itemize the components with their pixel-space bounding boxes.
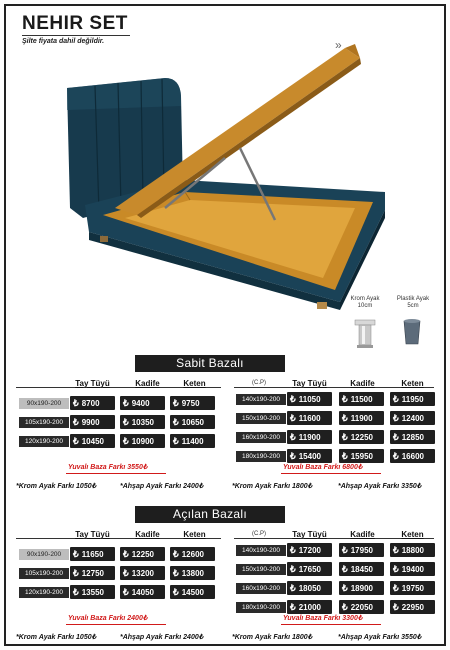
price-value: 14500 bbox=[181, 588, 204, 597]
price-value: 17200 bbox=[298, 546, 321, 555]
plastic-leg-label: Plastik Ayak 5cm bbox=[396, 296, 430, 309]
lira-icon: ₺ bbox=[342, 394, 348, 404]
cp-note: (C.P) bbox=[252, 531, 266, 537]
price-cell bbox=[390, 581, 435, 595]
size-label: 105x190-200 bbox=[19, 568, 69, 579]
lira-icon: ₺ bbox=[73, 587, 79, 597]
price-cell bbox=[170, 566, 215, 580]
price-value: 10350 bbox=[131, 418, 154, 427]
column-header-right: Tay Tüyü bbox=[292, 530, 327, 539]
column-header-right: Keten bbox=[401, 379, 424, 388]
price-cell bbox=[170, 434, 215, 448]
price-cell bbox=[120, 566, 165, 580]
price-value: 16600 bbox=[401, 452, 424, 461]
leg-surcharge-note: *Krom Ayak Farkı 1800₺ bbox=[232, 483, 313, 490]
price-value: 11500 bbox=[350, 395, 373, 404]
column-header-right: Kadife bbox=[350, 530, 375, 539]
column-header-right: Tay Tüyü bbox=[292, 379, 327, 388]
size-label: 140x190-200 bbox=[236, 545, 286, 556]
lira-icon: ₺ bbox=[123, 417, 129, 427]
lira-icon: ₺ bbox=[123, 549, 129, 559]
column-header-right: Kadife bbox=[350, 379, 375, 388]
lira-icon: ₺ bbox=[342, 583, 348, 593]
price-value: 12250 bbox=[131, 550, 154, 559]
lira-icon: ₺ bbox=[73, 417, 79, 427]
price-value: 10650 bbox=[181, 418, 204, 427]
price-value: 11600 bbox=[298, 414, 321, 423]
subtitle: Şilte fiyata dahil değildir. bbox=[22, 38, 105, 45]
lira-icon: ₺ bbox=[342, 564, 348, 574]
lira-icon: ₺ bbox=[123, 568, 129, 578]
lira-icon: ₺ bbox=[123, 587, 129, 597]
column-header-right: Keten bbox=[401, 530, 424, 539]
lira-icon: ₺ bbox=[173, 549, 179, 559]
price-cell bbox=[120, 434, 165, 448]
leg-surcharge-note: *Krom Ayak Farkı 1050₺ bbox=[16, 483, 97, 490]
lira-icon: ₺ bbox=[342, 602, 348, 612]
price-cell bbox=[339, 411, 384, 425]
price-value: 18900 bbox=[350, 584, 373, 593]
price-cell bbox=[339, 600, 384, 614]
lira-icon: ₺ bbox=[342, 545, 348, 555]
price-value: 12400 bbox=[401, 414, 424, 423]
price-cell bbox=[120, 585, 165, 599]
price-cell bbox=[120, 415, 165, 429]
size-label: 105x190-200 bbox=[19, 417, 69, 428]
price-value: 12600 bbox=[181, 550, 204, 559]
price-cell bbox=[339, 449, 384, 463]
price-cell bbox=[70, 415, 115, 429]
lira-icon: ₺ bbox=[290, 432, 296, 442]
page-title: NEHIR SET bbox=[22, 13, 128, 34]
lira-icon: ₺ bbox=[393, 564, 399, 574]
lira-icon: ₺ bbox=[123, 398, 129, 408]
price-value: 9900 bbox=[81, 418, 100, 427]
lira-icon: ₺ bbox=[393, 432, 399, 442]
lira-icon: ₺ bbox=[393, 602, 399, 612]
chrome-leg-label: Krom Ayak 10cm bbox=[350, 296, 380, 309]
price-cell bbox=[390, 430, 435, 444]
price-value: 21000 bbox=[298, 603, 321, 612]
price-value: 13800 bbox=[181, 569, 204, 578]
price-value: 11050 bbox=[298, 395, 321, 404]
price-cell bbox=[70, 396, 115, 410]
price-value: 12250 bbox=[350, 433, 373, 442]
lira-icon: ₺ bbox=[73, 568, 79, 578]
price-value: 11650 bbox=[81, 550, 104, 559]
leg-surcharge-note: *Ahşap Ayak Farkı 3350₺ bbox=[338, 483, 422, 490]
lira-icon: ₺ bbox=[173, 417, 179, 427]
leg-surcharge-note: *Ahşap Ayak Farkı 3550₺ bbox=[338, 634, 422, 641]
price-value: 14050 bbox=[131, 588, 154, 597]
price-value: 8700 bbox=[81, 399, 100, 408]
leg-surcharge-note: *Ahşap Ayak Farkı 2400₺ bbox=[120, 634, 204, 641]
diff-underline-left bbox=[66, 624, 166, 625]
price-cell bbox=[287, 600, 332, 614]
diff-underline-right bbox=[281, 624, 381, 625]
price-cell bbox=[339, 392, 384, 406]
size-label: 160x190-200 bbox=[236, 583, 286, 594]
price-value: 12750 bbox=[81, 569, 104, 578]
price-cell bbox=[390, 562, 435, 576]
legs-area bbox=[340, 296, 440, 358]
price-cell bbox=[287, 392, 332, 406]
price-cell bbox=[287, 430, 332, 444]
lira-icon: ₺ bbox=[393, 451, 399, 461]
size-label: 180x190-200 bbox=[236, 602, 286, 613]
price-value: 19400 bbox=[401, 565, 424, 574]
column-header-left: Kadife bbox=[135, 379, 160, 388]
lira-icon: ₺ bbox=[290, 545, 296, 555]
lira-icon: ₺ bbox=[342, 451, 348, 461]
price-cell bbox=[390, 392, 435, 406]
price-cell bbox=[70, 434, 115, 448]
price-cell bbox=[339, 430, 384, 444]
price-value: 17650 bbox=[298, 565, 321, 574]
section-title-acilan: Açılan Bazalı bbox=[135, 506, 285, 523]
lira-icon: ₺ bbox=[73, 398, 79, 408]
column-header-left: Kadife bbox=[135, 530, 160, 539]
price-cell bbox=[170, 547, 215, 561]
chrome-leg-icon bbox=[352, 318, 378, 352]
leg-surcharge-note: *Krom Ayak Farkı 1800₺ bbox=[232, 634, 313, 641]
lira-icon: ₺ bbox=[393, 394, 399, 404]
price-value: 9400 bbox=[131, 399, 150, 408]
column-header-left: Tay Tüyü bbox=[75, 379, 110, 388]
lira-icon: ₺ bbox=[393, 583, 399, 593]
diff-underline-left bbox=[66, 473, 166, 474]
yuvali-diff-left: Yuvalı Baza Farkı 3550₺ bbox=[68, 464, 148, 471]
price-value: 22950 bbox=[401, 603, 424, 612]
price-cell bbox=[390, 449, 435, 463]
price-cell bbox=[339, 543, 384, 557]
diff-underline-right bbox=[281, 473, 381, 474]
price-cell bbox=[390, 600, 435, 614]
lira-icon: ₺ bbox=[173, 587, 179, 597]
price-cell bbox=[339, 562, 384, 576]
leg-surcharge-note: *Ahşap Ayak Farkı 2400₺ bbox=[120, 483, 204, 490]
price-cell bbox=[120, 547, 165, 561]
price-cell bbox=[120, 396, 165, 410]
size-label: 140x190-200 bbox=[236, 394, 286, 405]
size-label: 90x190-200 bbox=[19, 398, 69, 409]
price-value: 11400 bbox=[181, 437, 204, 446]
bed-illustration bbox=[55, 40, 395, 320]
price-value: 10900 bbox=[131, 437, 154, 446]
lira-icon: ₺ bbox=[173, 568, 179, 578]
title-underline bbox=[22, 35, 130, 36]
price-value: 11900 bbox=[350, 414, 373, 423]
leg-surcharge-note: *Krom Ayak Farkı 1050₺ bbox=[16, 634, 97, 641]
price-cell bbox=[170, 396, 215, 410]
price-cell bbox=[339, 581, 384, 595]
price-cell bbox=[70, 585, 115, 599]
lira-icon: ₺ bbox=[73, 549, 79, 559]
price-value: 13550 bbox=[81, 588, 104, 597]
price-cell bbox=[287, 543, 332, 557]
size-label: 150x190-200 bbox=[236, 413, 286, 424]
price-cell bbox=[287, 562, 332, 576]
price-value: 10450 bbox=[81, 437, 104, 446]
price-cell bbox=[287, 581, 332, 595]
column-header-left: Keten bbox=[183, 379, 206, 388]
lira-icon: ₺ bbox=[173, 436, 179, 446]
lira-icon: ₺ bbox=[342, 413, 348, 423]
price-value: 18800 bbox=[401, 546, 424, 555]
lira-icon: ₺ bbox=[290, 583, 296, 593]
price-value: 22050 bbox=[350, 603, 373, 612]
price-value: 17950 bbox=[350, 546, 373, 555]
lira-icon: ₺ bbox=[342, 432, 348, 442]
price-value: 15950 bbox=[350, 452, 373, 461]
yuvali-diff-right: Yuvalı Baza Farkı 3300₺ bbox=[283, 615, 363, 622]
plastic-leg-icon bbox=[401, 318, 423, 348]
lira-icon: ₺ bbox=[290, 602, 296, 612]
price-value: 13200 bbox=[131, 569, 154, 578]
cp-note: (C.P) bbox=[252, 380, 266, 386]
price-value: 9750 bbox=[181, 399, 200, 408]
section-title-sabit: Sabit Bazalı bbox=[135, 355, 285, 372]
lira-icon: ₺ bbox=[123, 436, 129, 446]
lira-icon: ₺ bbox=[73, 436, 79, 446]
price-value: 18050 bbox=[298, 584, 321, 593]
price-cell bbox=[287, 411, 332, 425]
size-label: 180x190-200 bbox=[236, 451, 286, 462]
lira-icon: ₺ bbox=[290, 413, 296, 423]
lira-icon: ₺ bbox=[290, 564, 296, 574]
lira-icon: ₺ bbox=[290, 451, 296, 461]
size-label: 120x190-200 bbox=[19, 587, 69, 598]
yuvali-diff-left: Yuvalı Baza Farkı 2400₺ bbox=[68, 615, 148, 622]
price-value: 19750 bbox=[401, 584, 424, 593]
price-value: 15400 bbox=[298, 452, 321, 461]
size-label: 160x190-200 bbox=[236, 432, 286, 443]
column-header-left: Tay Tüyü bbox=[75, 530, 110, 539]
lira-icon: ₺ bbox=[290, 394, 296, 404]
price-cell bbox=[70, 566, 115, 580]
price-cell bbox=[390, 411, 435, 425]
size-label: 120x190-200 bbox=[19, 436, 69, 447]
price-value: 18450 bbox=[350, 565, 373, 574]
size-label: 90x190-200 bbox=[19, 549, 69, 560]
chevron-right-icon: » bbox=[335, 38, 342, 52]
column-header-left: Keten bbox=[183, 530, 206, 539]
lira-icon: ₺ bbox=[393, 413, 399, 423]
lira-icon: ₺ bbox=[393, 545, 399, 555]
price-cell bbox=[287, 449, 332, 463]
price-value: 11900 bbox=[298, 433, 321, 442]
price-cell bbox=[70, 547, 115, 561]
price-value: 12850 bbox=[401, 433, 424, 442]
price-value: 11950 bbox=[401, 395, 424, 404]
lira-icon: ₺ bbox=[173, 398, 179, 408]
price-cell bbox=[170, 415, 215, 429]
size-label: 150x190-200 bbox=[236, 564, 286, 575]
price-cell bbox=[390, 543, 435, 557]
yuvali-diff-right: Yuvalı Baza Farkı 6800₺ bbox=[283, 464, 363, 471]
price-cell bbox=[170, 585, 215, 599]
